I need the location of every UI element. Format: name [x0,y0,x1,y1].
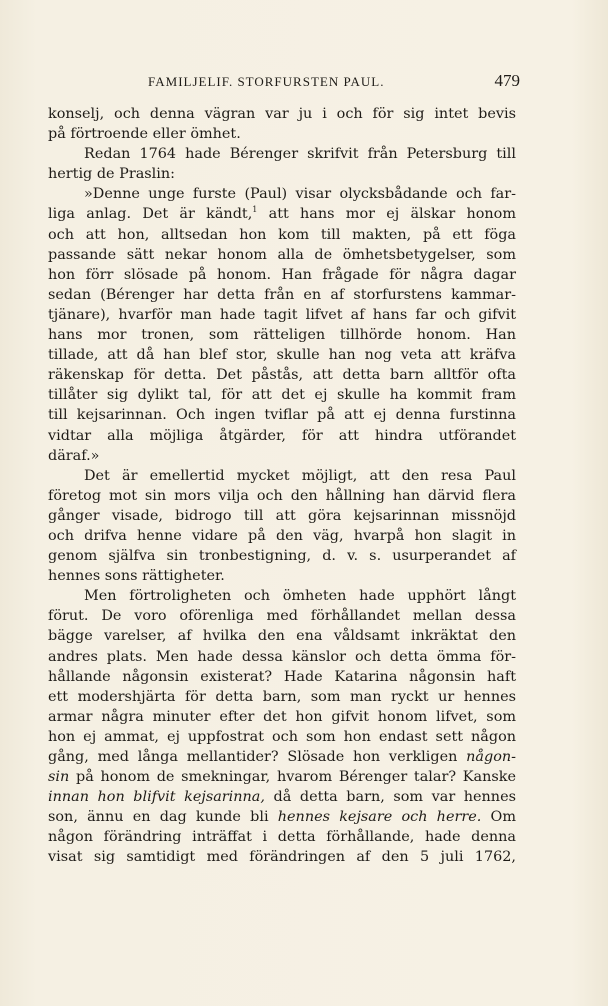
text-line [48,707,516,727]
line-text: och drifva henne vidare på den väg, hvarpå hon slagit in [48,527,516,544]
line-content [48,528,516,544]
line-content [48,849,516,865]
text-line [48,446,516,466]
line-text-continued: att hans mor ej älskar honom [257,206,516,223]
line-text: hållande någonsin existerat? Hade Katarina någonsin haft [48,668,516,685]
line-text: hertig de Praslin: [48,166,175,183]
text-line [48,104,516,124]
line-content [48,166,175,182]
line-text: andres plats. Men hade dessa känslor och detta ömma för- [48,648,516,665]
text-line [48,566,516,586]
line-content [84,186,516,202]
line-text: förut. De voro oförenliga med förhållandet mellan dessa [48,608,516,625]
line-content [48,347,516,363]
line-content [48,247,516,263]
line-content [48,568,225,584]
line-text: tillåter sig dylikt tal, för att det ej skulle ha kommit fram [48,387,516,404]
text-line [48,204,516,224]
line-content [48,608,516,624]
line-content [48,407,516,423]
text-line [48,807,516,827]
line-content [84,468,516,484]
line-text: sedan (Bérenger har detta från en af storfurstens kammar- [48,286,516,303]
text-line [48,124,516,144]
line-content [48,689,516,705]
line-text: vidtar alla möjliga åtgärder, för att hindra utförandet [48,427,516,444]
line-content [48,327,516,343]
text-line [48,385,516,405]
text-line [48,285,516,305]
line-text: »Denne unge furste (Paul) visar olycksbådande och far- [84,186,516,203]
text-line [48,164,516,184]
text-line [48,647,516,667]
text-line [48,365,516,385]
line-text: Det är emellertid mycket möjligt, att den resa Paul [84,467,516,484]
text-line [48,787,516,807]
text-line [48,305,516,325]
line-text: företog mot sin mors vilja och den hållning han därvid flera [48,487,516,504]
text-line [48,626,516,646]
footnote-marker: 1 [252,205,258,215]
text-line [48,405,516,425]
text-line [48,747,516,767]
line-text: hon förr slösade på honom. Han frågade för några dagar [48,266,516,283]
line-text: på förtroende eller ömhet. [48,126,241,143]
text-line [48,767,516,787]
line-text: tjänare), hvarför man hade tagit lifvet af hans far och gifvit [48,306,516,323]
line-text: hans mor tronen, som rätteligen tillhörde honom. Han [48,327,516,344]
line-text: däraf.» [48,447,100,464]
body-text [48,104,516,868]
page-number: 479 [494,71,520,90]
line-content [48,387,516,403]
line-content [48,488,516,504]
line-text: armar några minuter efter det hon gifvit honom lifvet, som [48,708,516,725]
text-line [48,827,516,847]
line-text: till kejsarinnan. Och ingen tviflar på att ej denna furstinna [48,407,516,424]
line-text: son, ännu en dag kunde bli [48,809,278,826]
text-line [48,727,516,747]
line-content [48,548,516,564]
line-content [48,448,99,464]
text-line [48,144,516,164]
line-content [48,227,516,243]
line-content [48,669,516,685]
line-text: bägge varelser, af hvilka den ena våldsamt inkräktat den [48,628,516,645]
line-text: ett modershjärta för detta barn, som man ryckt ur hennes [48,688,516,705]
text-line [48,506,516,526]
italic-text: sin [48,769,70,786]
line-content [48,709,516,725]
line-text-tail: Om [481,809,516,826]
line-text: på honom de smekningar, hvarom Bérenger talar? Kanske [69,769,516,786]
running-head: FAMILJELIF. STORFURSTEN PAUL. [148,74,385,89]
line-content [48,367,516,383]
text-line [48,225,516,245]
line-content [48,829,516,845]
line-content [48,287,516,303]
text-line [48,184,516,204]
line-content [48,749,516,765]
line-text: visat sig samtidigt med förändringen af den 5 juli 1762, [48,849,516,866]
line-text: Men förtroligheten och ömheten hade upphört långt [84,588,516,605]
text-line [48,526,516,546]
text-line [48,426,516,446]
italic-text: någon- [466,749,516,765]
line-content [48,307,516,323]
line-content [48,729,516,745]
line-content [48,508,516,524]
line-text: och att hon, alltsedan hon kom till makten, på ett föga [48,226,516,243]
text-line [48,325,516,345]
text-line [48,606,516,626]
line-text: hennes sons rättigheter. [48,568,225,585]
text-line [48,345,516,365]
line-content [48,206,516,222]
line-text: hon ej ammat, ej uppfostrat och som hon endast sett någon [48,728,516,745]
line-text: någon förändring inträffat i detta förhållande, hade denna [48,829,516,846]
text-line [48,486,516,506]
line-content [48,649,516,665]
line-text: tillade, att då han blef stor, skulle han nog veta att kräfva [48,347,516,364]
text-line [48,667,516,687]
line-text: gång, med långa mellantider? Slösade hon verkligen [48,749,467,765]
line-text: Redan 1764 hade Bérenger skrifvit från Petersburg till [84,146,516,163]
text-line [48,245,516,265]
line-text: konselj, och denna vägran var ju i och för sig intet bevis [48,106,516,122]
line-content [48,428,516,444]
line-content [48,126,241,142]
line-content [48,267,516,283]
line-content [48,789,516,805]
line-text: gånger visade, bidrogo till att göra kejsarinnan missnöjd [48,507,516,524]
line-content [84,146,516,162]
line-content [84,588,516,604]
text-line [48,687,516,707]
line-content [48,769,516,785]
line-content [48,809,516,825]
text-line [48,847,516,867]
italic-text: hennes kejsare och herre. [277,809,482,826]
text-line [48,466,516,486]
line-content [48,628,516,644]
line-text: genom själfva sin tronbestigning, d. v. s. usurperandet af [48,548,516,565]
text-line [48,586,516,606]
line-text: då detta barn, som var hennes [264,789,516,806]
italic-text: innan hon blifvit kejsarinna, [48,789,265,806]
text-line [48,265,516,285]
text-line [48,546,516,566]
line-text: räkenskap för detta. Det påstås, att detta barn alltför ofta [48,367,516,384]
line-text: passande sätt nekar honom alla de ömhetsbetygelser, som [48,246,516,263]
page-header [48,71,520,94]
line-content [48,106,516,122]
line-text: liga anlag. Det är kändt, [48,206,253,223]
